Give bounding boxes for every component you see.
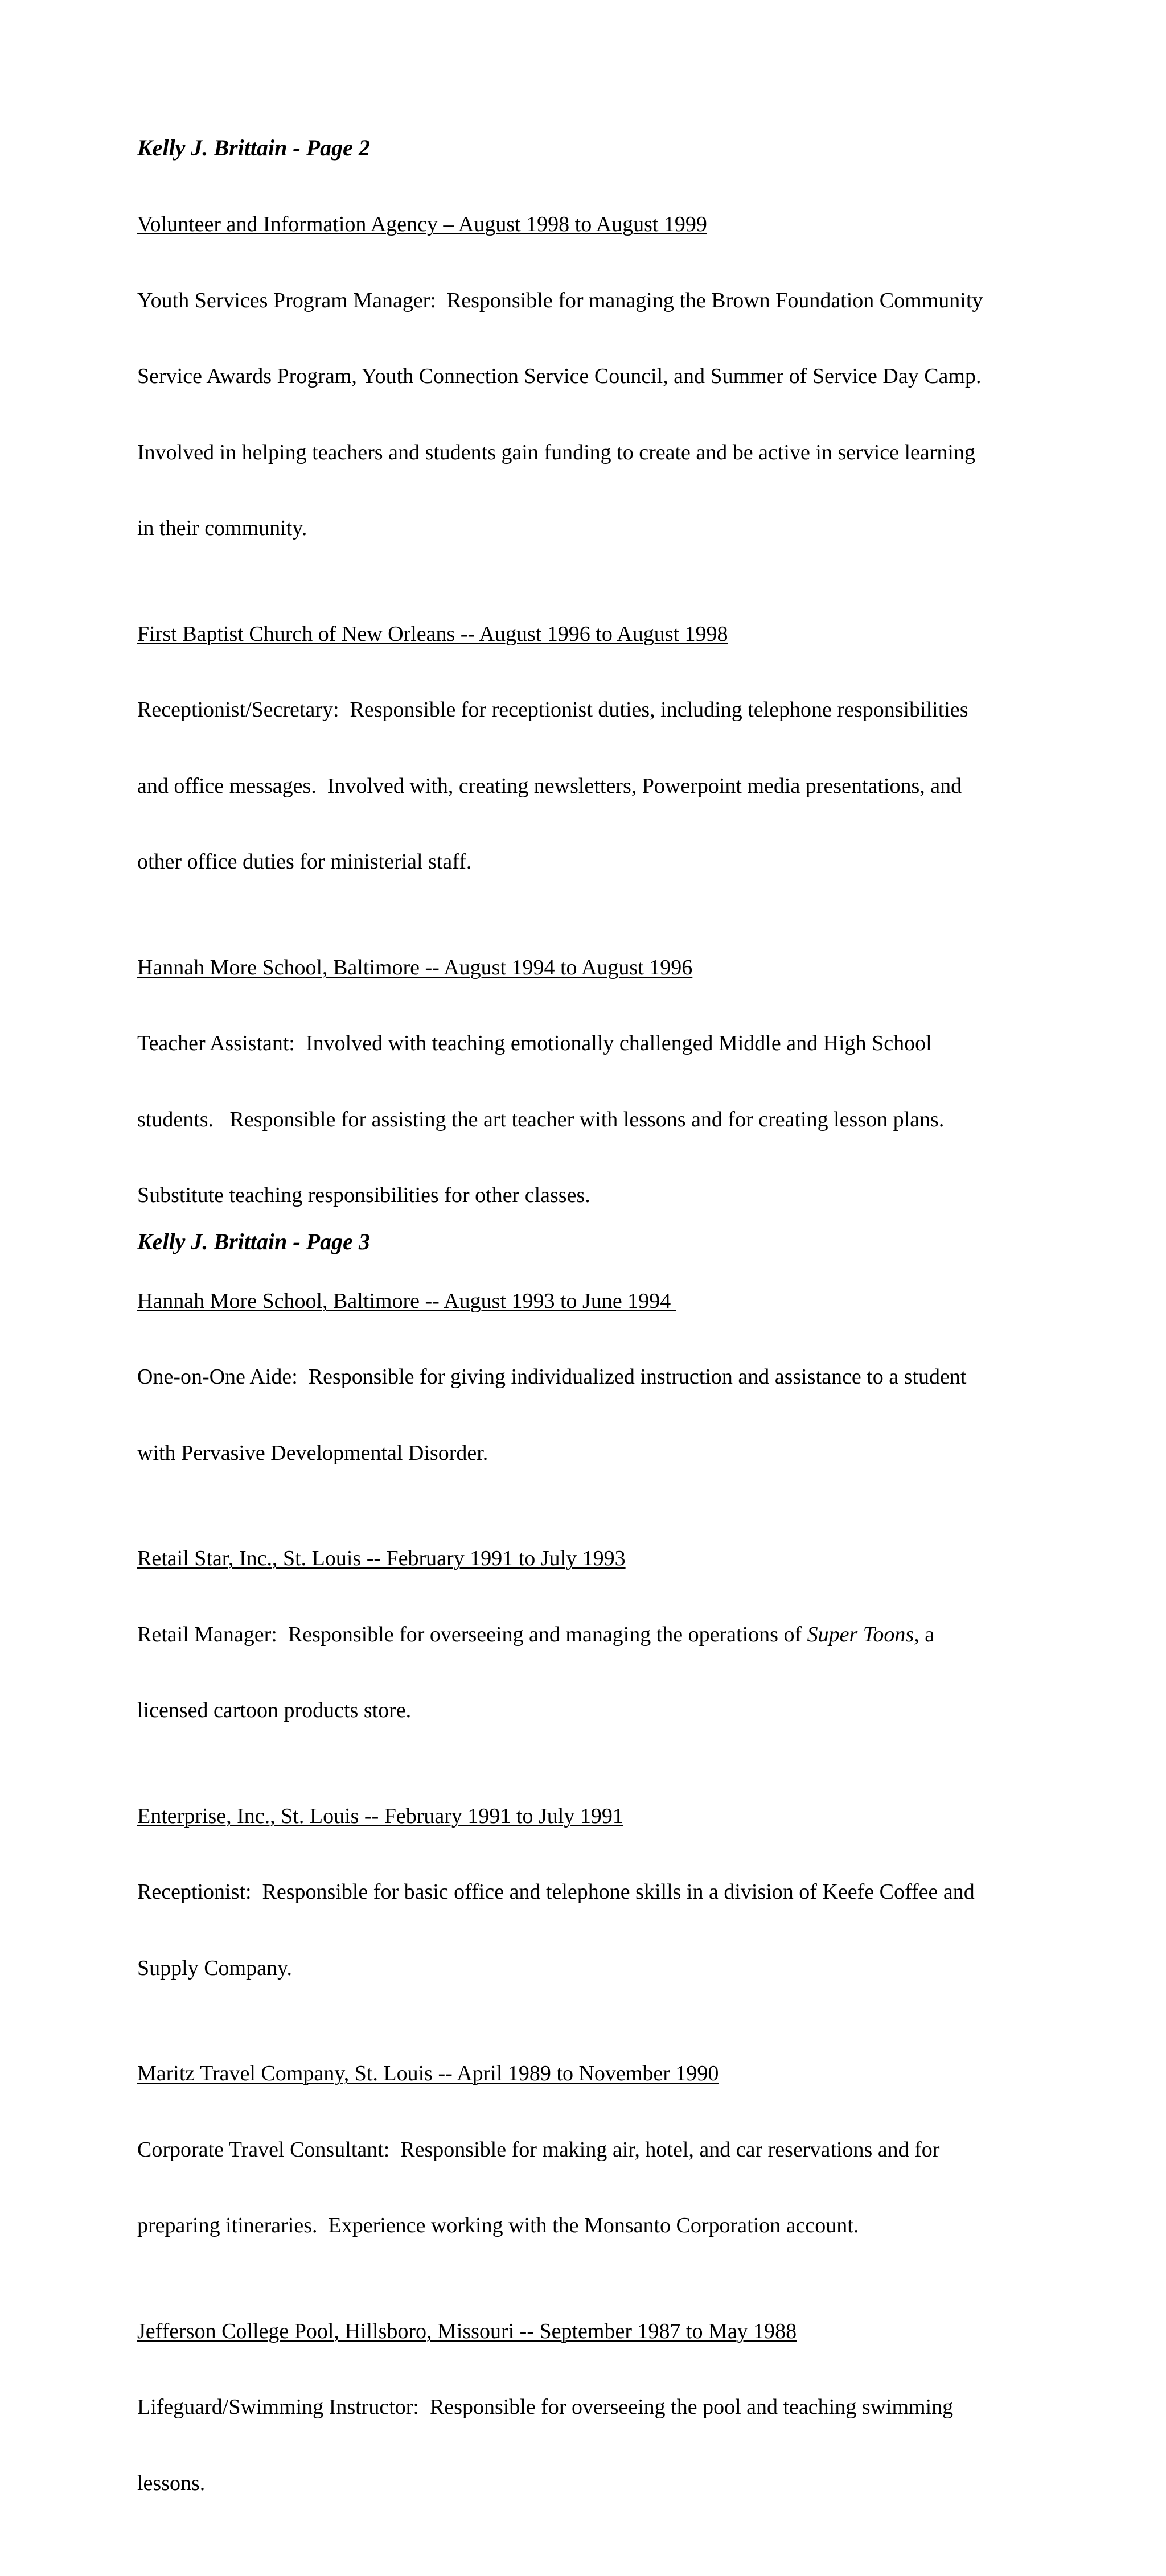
- job-entry: [137, 955, 1048, 1259]
- job-entry: [137, 1546, 1048, 1774]
- description-line: and office messages. Involved with, creating newsletters, Powerpoint media presentations, and: [137, 773, 962, 798]
- job-description: [137, 1571, 1048, 1774]
- job-entry: [137, 622, 1048, 925]
- description-line: lessons.: [137, 2471, 206, 2495]
- description-line: One-on-One Aide: Responsible for giving individualized instruction and assistance to a student: [137, 1365, 967, 1389]
- job-title: Jefferson College Pool, Hillsboro, Missouri -- September 1987 to May 1988: [137, 2319, 797, 2343]
- job-description: [137, 2087, 1048, 2289]
- description-line: Teacher Assistant: Involved with teaching emotionally challenged Middle and High School: [137, 1031, 932, 1055]
- job-description: [137, 980, 1048, 1259]
- description-line: licensed cartoon products store.: [137, 1698, 412, 1722]
- description-line: with Pervasive Developmental Disorder.: [137, 1441, 488, 1465]
- store-name: Super Toons,: [807, 1622, 919, 1647]
- description-text: Retail Manager: Responsible for overseeing and managing the operations of: [137, 1622, 807, 1647]
- job-title: Hannah More School, Baltimore -- August 1993 to June 1994: [137, 1289, 676, 1313]
- description-line: Receptionist/Secretary: Responsible for receptionist duties, including telephone responsibilities: [137, 698, 968, 722]
- description-line: in their community.: [137, 516, 307, 540]
- description-line: Service Awards Program, Youth Connection Service Council, and Summer of Service Day Camp.: [137, 364, 982, 388]
- page-header: Kelly J. Brittain - Page 2: [137, 135, 370, 161]
- job-entry: [137, 212, 1048, 592]
- job-title: Maritz Travel Company, St. Louis -- April 1989 to November 1990: [137, 2061, 719, 2085]
- description-line: Corporate Travel Consultant: Responsible for making air, hotel, and car reservations and for: [137, 2137, 940, 2162]
- description-line: Lifeguard/Swimming Instructor: Responsible for overseeing the pool and teaching swimming: [137, 2395, 954, 2419]
- description-line: Receptionist: Responsible for basic office and telephone skills in a division of Keefe Coffee and: [137, 1880, 975, 1904]
- job-description: [137, 647, 1048, 925]
- job-entry: [137, 1804, 1048, 2032]
- employment-history: [137, 212, 1048, 2576]
- description-text: a: [919, 1622, 935, 1647]
- description-line: Involved in helping teachers and students gain funding to create and be active in service learning: [137, 440, 975, 464]
- job-description: [137, 237, 1048, 592]
- job-entry: [137, 2061, 1048, 2289]
- description-line: [137, 1622, 1048, 1648]
- job-description: [137, 2344, 1048, 2546]
- description-line: Youth Services Program Manager: Responsible for managing the Brown Foundation Community: [137, 288, 983, 312]
- job-entry: [137, 1289, 1048, 1517]
- job-title: Retail Star, Inc., St. Louis -- February 1991 to July 1993: [137, 1546, 626, 1570]
- job-title: Hannah More School, Baltimore -- August 1994 to August 1996: [137, 955, 693, 980]
- job-title: Enterprise, Inc., St. Louis -- February 1991 to July 1991: [137, 1804, 623, 1828]
- description-line: students. Responsible for assisting the art teacher with lessons and for creating lesson plans.: [137, 1107, 945, 1131]
- job-description: [137, 1314, 1048, 1516]
- job-entry: [137, 2319, 1048, 2547]
- description-line: other office duties for ministerial staff.: [137, 850, 472, 874]
- job-description: [137, 1829, 1048, 2031]
- description-line: preparing itineraries. Experience working with the Monsanto Corporation account.: [137, 2213, 859, 2237]
- page-header: Kelly J. Brittain - Page 3: [137, 1229, 370, 1254]
- description-line: Substitute teaching responsibilities for other classes.: [137, 1183, 590, 1207]
- job-title: First Baptist Church of New Orleans -- August 1996 to August 1998: [137, 622, 728, 646]
- description-line: Supply Company.: [137, 1956, 292, 1980]
- job-title: Volunteer and Information Agency – August 1998 to August 1999: [137, 212, 707, 236]
